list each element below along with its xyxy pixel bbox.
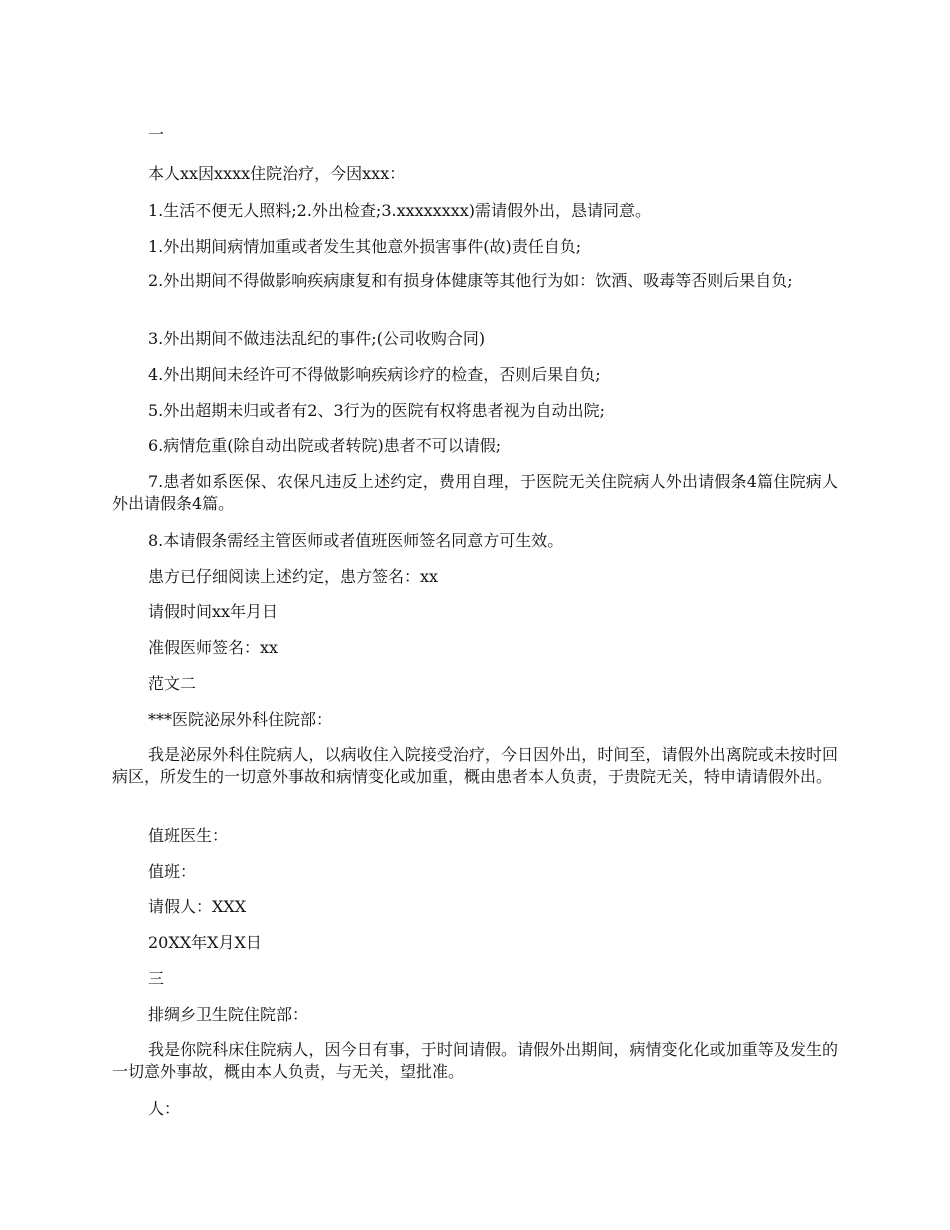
paragraph-reasons: 1.生活不便无人照料;2.外出检查;3.xxxxxxxx)需请假外出，恳请同意。 [148, 201, 652, 220]
rule-item-2: 2.外出期间不得做影响疾病康复和有损身体健康等其他行为如：饮酒、吸毒等否则后果自负; [148, 271, 793, 290]
rule-item-3: 3.外出期间不做违法乱纪的事件;(公司收购合同) [148, 329, 486, 348]
rule-item-8: 8.本请假条需经主管医师或者值班医师签名同意方可生效。 [148, 531, 564, 550]
rule-item-5: 5.外出超期未归或者有2、3行为的医院有权将患者视为自动出院; [148, 401, 606, 420]
date-line: 20XX年X月X日 [148, 933, 262, 952]
doctor-signature-line: 准假医师签名：xx [148, 638, 279, 657]
patient-signature-line: 患方已仔细阅读上述约定，患方签名：xx [148, 567, 439, 586]
addressee-health-center: 排绸乡卫生院住院部： [148, 1005, 309, 1024]
addressee-urology: ***医院泌尿外科住院部： [148, 710, 333, 729]
paragraph-intro: 本人xx因xxxx住院治疗，今因xxx： [148, 164, 406, 183]
duty-line: 值班： [148, 862, 197, 881]
section-heading-two: 范文二 [148, 674, 197, 693]
rule-item-1: 1.外出期间病情加重或者发生其他意外损害事件(故)责任自负; [148, 237, 582, 256]
paragraph-request-three: 我是你院科床住院病人，因今日有事，于时间请假。请假外出期间，病情变化化或加重等及发生的一切意外事故，概由本人负责，与无关，望批准。 [112, 1040, 838, 1081]
applicant-line-three: 人： [148, 1099, 181, 1118]
duty-doctor-line: 值班医生： [148, 826, 229, 845]
rule-item-6: 6.病情危重(除自动出院或者转院)患者不可以请假; [148, 436, 502, 455]
section-marker-one: 一 [148, 125, 165, 144]
leave-date-line: 请假时间xx年月日 [148, 602, 279, 621]
rule-item-4: 4.外出期间未经许可不得做影响疾病诊疗的检查，否则后果自负; [148, 365, 601, 384]
applicant-line: 请假人：XXX [148, 897, 247, 916]
paragraph-request-two: 我是泌尿外科住院病人，以病收住入院接受治疗，今日因外出，时间至，请假外出离院或未按时回病区，所发生的一切意外事故和病情变化或加重，概由患者本人负责，于贵院无关，特申请请假外出。 [112, 745, 838, 786]
section-marker-three: 三 [148, 969, 165, 988]
rule-item-7: 7.患者如系医保、农保凡违反上述约定，费用自理，于医院无关住院病人外出请假条4篇住院病人外出请假条4篇。 [112, 472, 838, 513]
